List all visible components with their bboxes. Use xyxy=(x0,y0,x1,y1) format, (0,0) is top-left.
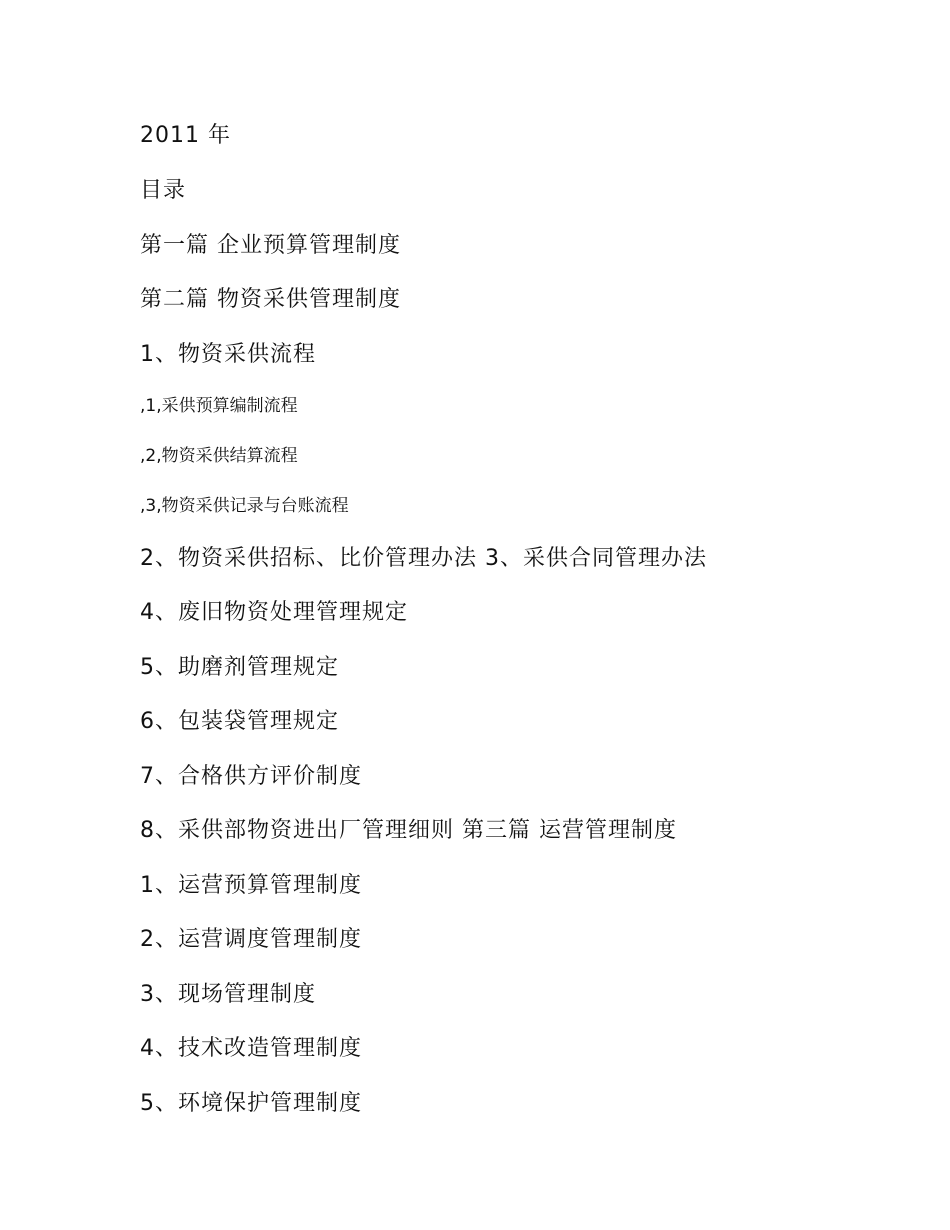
toc-entry: 3、现场管理制度 xyxy=(140,982,316,1007)
toc-subentry: ,3,物资采供记录与台账流程 xyxy=(140,496,349,516)
toc-subentry: ,1,采供预算编制流程 xyxy=(140,396,298,416)
toc-entry: 2、运营调度管理制度 xyxy=(140,927,362,952)
toc-entry: 1、运营预算管理制度 xyxy=(140,873,362,898)
toc-entry: 6、包装袋管理规定 xyxy=(140,709,339,734)
year-heading: 2011 年 xyxy=(140,123,231,148)
toc-entry: 第一篇 企业预算管理制度 xyxy=(140,233,401,258)
toc-entry: 7、合格供方评价制度 xyxy=(140,764,362,789)
toc-entry: 8、采供部物资进出厂管理细则 第三篇 运营管理制度 xyxy=(140,818,677,843)
toc-entry: 4、技术改造管理制度 xyxy=(140,1036,362,1061)
toc-entry: 4、废旧物资处理管理规定 xyxy=(140,600,408,625)
toc-entry: 5、环境保护管理制度 xyxy=(140,1091,362,1116)
toc-entry: 5、助磨剂管理规定 xyxy=(140,655,339,680)
toc-entry: 第二篇 物资采供管理制度 xyxy=(140,287,401,312)
toc-title: 目录 xyxy=(140,178,187,203)
toc-entry: 1、物资采供流程 xyxy=(140,342,316,367)
toc-subentry: ,2,物资采供结算流程 xyxy=(140,446,298,466)
toc-entry: 2、物资采供招标、比价管理办法 3、采供合同管理办法 xyxy=(140,546,707,571)
